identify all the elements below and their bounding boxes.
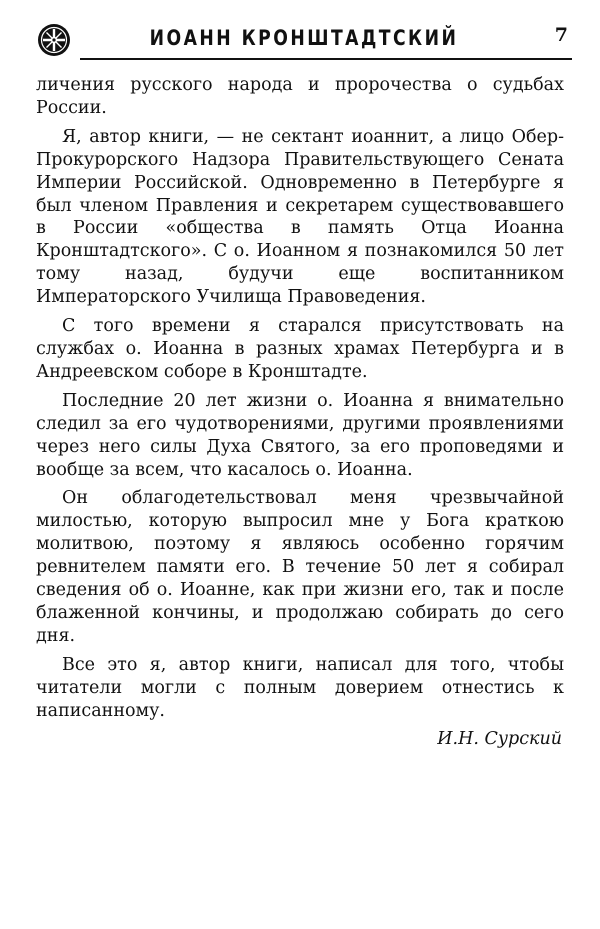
body-text <box>36 74 564 751</box>
paragraph-continuation: личения русского народа и пророчества о судьбах России. <box>36 75 564 118</box>
running-title: ИОАНН КРОНШТАДТСКИЙ <box>149 26 459 50</box>
paragraph: Он облагодетельствовал меня чрезвычайной милостью, которую выпросил мне у Бога краткою молитвою, поэтому я являюсь особенно горячим ревнителем памяти его. В течение 50 лет я собирал сведения об о. Иоанне, как при жизни его, так и после блаженной кончины, и продолжаю собирать до сего дня. <box>36 488 564 646</box>
paragraph: Все это я, автор книги, написал для того, чтобы читатели могли с полным доверием отнестись к написанному. <box>36 654 564 721</box>
page-number: 7 <box>554 24 568 46</box>
paragraph: С того времени я старался присутствовать на службах о. Иоанна в разных храмах Петербурга и в Андреевском соборе в Кронштадте. <box>36 316 564 382</box>
page-header <box>36 20 572 64</box>
paragraph: Я, автор книги, — не сектант иоаннит, а лицо Обер-Прокурорского Надзора Правительствующего Сената Империи Российской. Одновременно в Петербурге я был членом Правления и секретарем существовавшего в России «общества в память Отца Иоанна Кронштадтского». С о. Иоанном я познакомился 50 лет тому назад, будучи еще воспитанником Императорского Училища Правоведения. <box>36 126 564 308</box>
header-rule <box>80 58 572 60</box>
author-signature: И.Н. Сурский <box>437 729 562 750</box>
paragraph: Последние 20 лет жизни о. Иоанна я внимательно следил за его чудотворениями, другими проявлениями через него силы Духа Святого, за его проповедями и вообще за всем, что касалось о. Иоанна. <box>36 390 564 480</box>
ornamental-cross-icon <box>36 22 72 58</box>
